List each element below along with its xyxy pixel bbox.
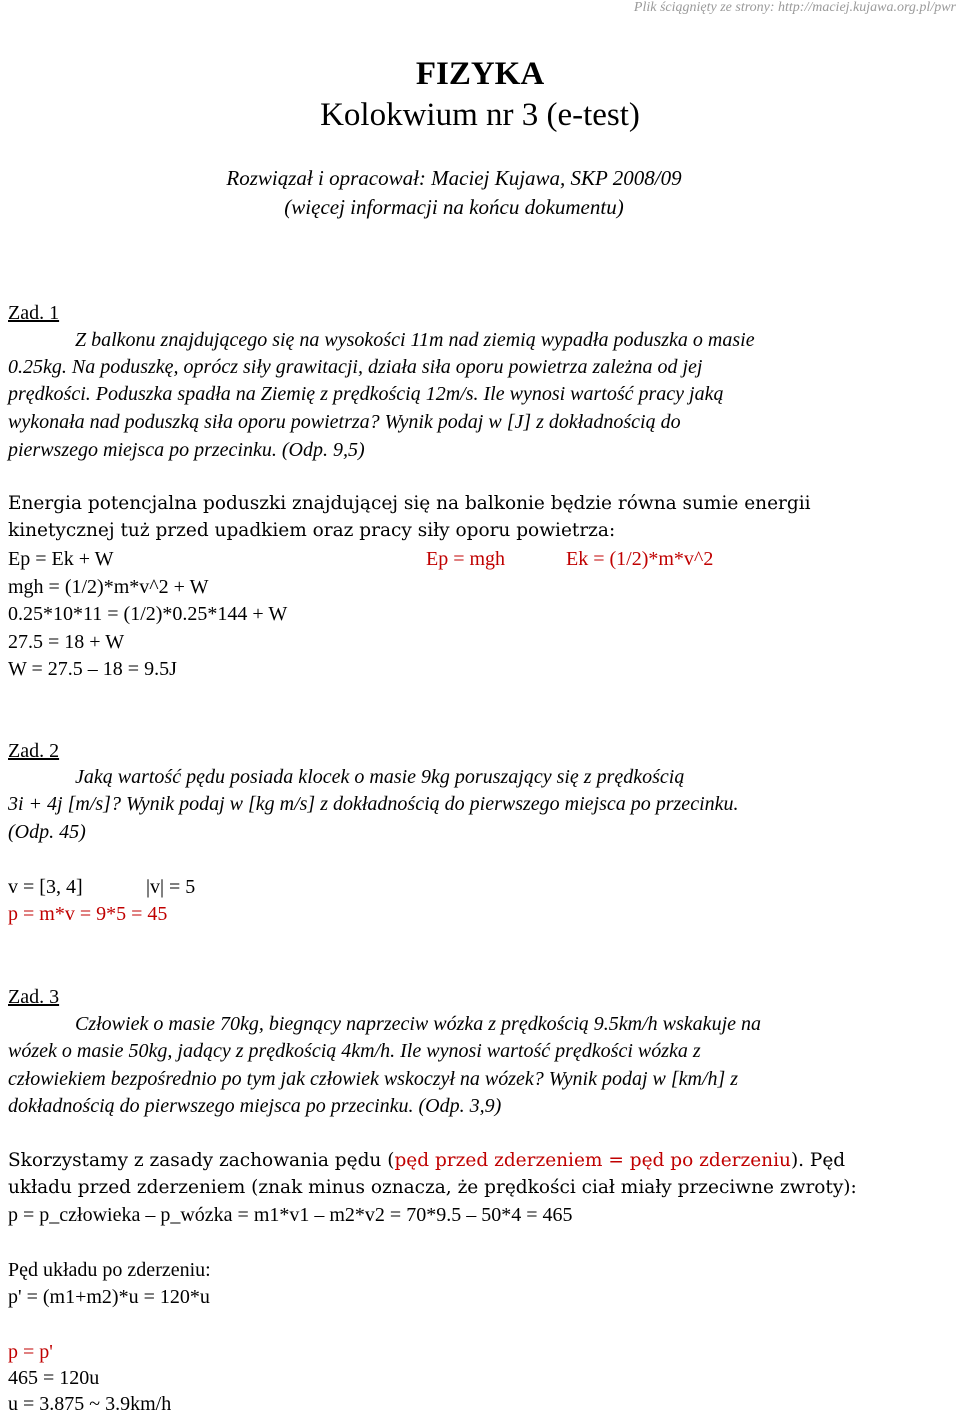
task-1-question-line: pierwszego miejsca po przecinku. (Odp. 9,5)	[8, 439, 365, 461]
momentum-before-collision: p = p_człowieka – p_wózka = m1*v1 – m2*v2 = 70*9.5 – 50*4 = 465	[8, 1204, 573, 1226]
task-1-question-line: prędkości. Poduszka spadła na Ziemię z prędkością 12m/s. Ile wynosi wartość pracy jaką	[8, 383, 724, 405]
conservation-principle: pęd przed zderzeniem = pęd po zderzeniu	[394, 1150, 791, 1171]
task-1-solution-line: Energia potencjalna poduszki znajdującej się na balkonie będzie równa sumie energii	[8, 493, 811, 514]
info-note: (więcej informacji na końcu dokumentu)	[284, 195, 624, 219]
task-1-question-line: 0.25kg. Na poduszkę, oprócz siły grawitacji, działa siła oporu powietrza zależna od jej	[8, 356, 703, 378]
momentum-after-collision: p' = (m1+m2)*u = 120*u	[8, 1286, 210, 1308]
momentum-conservation-line: Skorzystamy z zasady zachowania pędu (pęd przed zderzeniem = pęd po zderzeniu). Pęd	[8, 1150, 846, 1171]
momentum-after-label: Pęd układu po zderzeniu:	[8, 1259, 211, 1281]
task-2-question-line: Jaką wartość pędu posiada klocek o masie 9kg poruszający się z prędkością	[75, 766, 685, 788]
task-3-step: 465 = 120u	[8, 1367, 100, 1389]
task-1-heading: Zad. 1	[8, 302, 60, 324]
momentum-equality: p = p'	[8, 1341, 53, 1363]
task-1-step: W = 27.5 – 18 = 9.5J	[8, 658, 177, 680]
task-1-step: 0.25*10*11 = (1/2)*0.25*144 + W	[8, 603, 288, 625]
task-3-question-line: Człowiek o masie 70kg, biegnący naprzeciw wózka z prędkością 9.5km/h wskakuje na	[75, 1013, 761, 1035]
author-line: Rozwiązał i opracował: Maciej Kujawa, SKP 2008/09	[226, 166, 682, 190]
task-2-heading: Zad. 2	[8, 740, 60, 762]
task-3-question-line: dokładnością do pierwszego miejsca po przecinku. (Odp. 3,9)	[8, 1095, 502, 1117]
source-watermark: Plik ściągnięty ze strony: http://maciej.kujawa.org.pl/pwr	[633, 0, 956, 15]
task-1-question-line: wykonała nad poduszką siła oporu powietrza? Wynik podaj w [J] z dokładnością do	[8, 411, 681, 433]
potential-energy-formula: Ep = mgh	[426, 548, 506, 570]
velocity-magnitude: |v| = 5	[146, 876, 196, 898]
task-1-solution-line: kinetycznej tuż przed upadkiem oraz pracy siły oporu powietrza:	[8, 520, 616, 541]
energy-balance-equation: Ep = Ek + W	[8, 548, 114, 570]
task-2-question-line: 3i + 4j [m/s]? Wynik podaj w [kg m/s] z dokładnością do pierwszego miejsca po przecinku.	[8, 793, 739, 815]
task-3-question-line: wózek o masie 50kg, jadący z prędkością 4km/h. Ile wynosi wartość prędkości wózka z	[8, 1040, 701, 1062]
momentum-result: p = m*v = 9*5 = 45	[8, 903, 168, 925]
document-subtitle: Kolokwium nr 3 (e-test)	[320, 97, 640, 133]
task-1-question-line: Z balkonu znajdującego się na wysokości 11m nad ziemią wypadła poduszka o masie	[75, 329, 755, 351]
task-1-step: mgh = (1/2)*m*v^2 + W	[8, 576, 209, 598]
task-3-heading: Zad. 3	[8, 986, 60, 1008]
task-3-result: u = 3.875 ~ 3.9km/h	[8, 1393, 172, 1415]
task-2-question-line: (Odp. 45)	[8, 821, 86, 843]
task-3-solution-line: układu przed zderzeniem (znak minus oznacza, że prędkości ciał miały przeciwne zwroty):	[8, 1177, 857, 1198]
task-1-step: 27.5 = 18 + W	[8, 631, 125, 653]
kinetic-energy-formula: Ek = (1/2)*m*v^2	[566, 548, 714, 570]
task-3-question-line: człowiekiem bezpośrednio po tym jak człowiek wskoczył na wózek? Wynik podaj w [km/h] z	[8, 1068, 739, 1090]
document-title: FIZYKA	[415, 56, 545, 92]
velocity-vector: v = [3, 4]	[8, 876, 83, 898]
